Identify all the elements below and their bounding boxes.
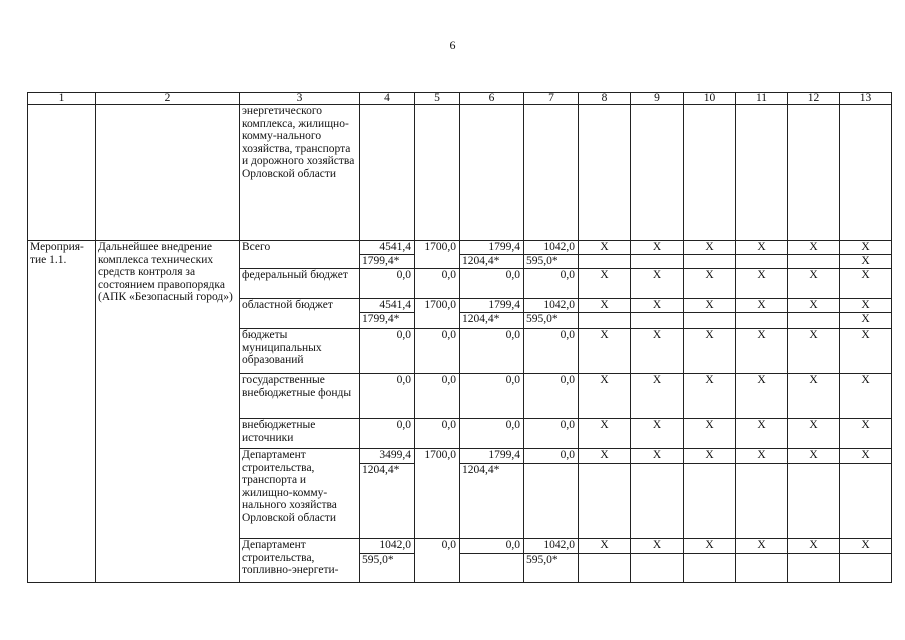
funding-source-label: Департамент строительства, топливно-энергети- [240,539,360,583]
column-number: 6 [460,93,524,105]
column-number: 9 [631,93,684,105]
value-s4: 1204,4* [360,464,415,539]
value-v6: 0,0 [460,539,524,554]
value-v4: 0,0 [360,269,415,299]
not-applicable-mark: X [579,419,631,449]
value-v4: 0,0 [360,329,415,374]
column-number: 7 [524,93,579,105]
not-applicable-mark: X [788,329,840,374]
funding-source-label: Всего [240,241,360,269]
value-v6: 0,0 [460,329,524,374]
not-applicable-mark: X [579,299,631,313]
not-applicable-mark: X [840,313,892,329]
not-applicable-mark: X [684,269,736,299]
value-s4: 595,0* [360,554,415,583]
value-s6 [460,554,524,583]
column-number: 2 [96,93,240,105]
not-applicable-mark: X [684,329,736,374]
value-v5: 1700,0 [415,241,460,269]
not-applicable-mark: X [736,329,788,374]
not-applicable-mark: X [631,241,684,255]
not-applicable-mark: X [684,241,736,255]
value-v4: 1042,0 [360,539,415,554]
value-v6: 0,0 [460,419,524,449]
not-applicable-mark: X [788,241,840,255]
not-applicable-mark: X [840,299,892,313]
not-applicable-mark: X [736,539,788,554]
not-applicable-mark: X [684,539,736,554]
column-number: 4 [360,93,415,105]
value-v5: 1700,0 [415,299,460,329]
not-applicable-mark: X [579,449,631,464]
not-applicable-mark: X [736,241,788,255]
page-number: 6 [449,38,456,52]
not-applicable-mark: X [788,374,840,419]
value-v6: 0,0 [460,269,524,299]
continuation-source-text: энергетического комплекса, жилищно-комму-нального хозяйства, транспорта и дорожного хозяйства Орловской области [240,105,360,241]
not-applicable-mark: X [631,449,684,464]
value-v6: 1799,4 [460,449,524,464]
value-v6: 1799,4 [460,241,524,255]
column-number: 11 [736,93,788,105]
not-applicable-mark: X [840,419,892,449]
not-applicable-mark: X [579,374,631,419]
value-v5: 0,0 [415,419,460,449]
not-applicable-mark: X [736,269,788,299]
value-s6: 1204,4* [460,313,524,329]
value-v7: 0,0 [524,419,579,449]
column-number: 12 [788,93,840,105]
value-v5: 0,0 [415,539,460,583]
column-number: 5 [415,93,460,105]
value-v5: 0,0 [415,329,460,374]
not-applicable-mark: X [579,269,631,299]
not-applicable-mark: X [684,449,736,464]
value-v5: 0,0 [415,269,460,299]
not-applicable-mark: X [736,419,788,449]
budget-table [27,92,892,583]
not-applicable-mark: X [631,269,684,299]
column-number: 3 [240,93,360,105]
value-v4: 4541,4 [360,299,415,313]
value-s7 [524,464,579,539]
value-v6: 1799,4 [460,299,524,313]
not-applicable-mark [840,554,892,583]
value-v7: 1042,0 [524,241,579,255]
value-s6: 1204,4* [460,255,524,269]
column-number: 10 [684,93,736,105]
not-applicable-mark: X [579,241,631,255]
value-s7: 595,0* [524,313,579,329]
value-v7: 1042,0 [524,299,579,313]
value-v4: 3499,4 [360,449,415,464]
value-v5: 0,0 [415,374,460,419]
not-applicable-mark: X [788,269,840,299]
not-applicable-mark: X [788,299,840,313]
value-v4: 0,0 [360,374,415,419]
measure-name: Дальнейшее внедрение комплекса технических средств контроля за состоянием правопорядка (АПК «Безопасный город») [96,241,240,583]
not-applicable-mark: X [736,374,788,419]
funding-source-label: областной бюджет [240,299,360,329]
not-applicable-mark: X [631,329,684,374]
not-applicable-mark: X [736,299,788,313]
not-applicable-mark: X [631,374,684,419]
not-applicable-mark: X [684,419,736,449]
not-applicable-mark: X [684,374,736,419]
funding-source-label: государственные внебюджетные фонды [240,374,360,419]
value-v4: 0,0 [360,419,415,449]
not-applicable-mark: X [840,374,892,419]
not-applicable-mark: X [840,255,892,269]
value-s6: 1204,4* [460,464,524,539]
not-applicable-mark: X [736,449,788,464]
not-applicable-mark: X [579,539,631,554]
continuation-row [28,105,892,241]
funding-source-label: федеральный бюджет [240,269,360,299]
not-applicable-mark: X [631,539,684,554]
value-v7: 0,0 [524,329,579,374]
value-v7: 1042,0 [524,539,579,554]
not-applicable-mark: X [840,449,892,464]
column-number: 1 [28,93,96,105]
not-applicable-mark: X [579,329,631,374]
not-applicable-mark: X [840,329,892,374]
value-s4: 1799,4* [360,313,415,329]
not-applicable-mark: X [788,539,840,554]
value-v6: 0,0 [460,374,524,419]
column-number: 13 [840,93,892,105]
not-applicable-mark: X [788,419,840,449]
funding-source-label: бюджеты муниципальных образований [240,329,360,374]
value-v7: 0,0 [524,269,579,299]
value-v5: 1700,0 [415,449,460,539]
value-v7: 0,0 [524,374,579,419]
not-applicable-mark: X [684,299,736,313]
not-applicable-mark: X [840,241,892,255]
measure-id: Мероприя-тие 1.1. [28,241,96,583]
value-s7: 595,0* [524,255,579,269]
value-v7: 0,0 [524,449,579,464]
not-applicable-mark: X [631,419,684,449]
not-applicable-mark: X [840,539,892,554]
column-number: 8 [579,93,631,105]
not-applicable-mark: X [631,299,684,313]
not-applicable-mark [840,464,892,539]
column-number-row [28,93,892,105]
funding-row [28,241,892,255]
not-applicable-mark: X [840,269,892,299]
funding-source-label: Департамент строительства, транспорта и жилищно-комму-нального хозяйства Орловской области [240,449,360,539]
value-s4: 1799,4* [360,255,415,269]
funding-source-label: внебюджетные источники [240,419,360,449]
not-applicable-mark: X [788,449,840,464]
value-v4: 4541,4 [360,241,415,255]
value-s7: 595,0* [524,554,579,583]
